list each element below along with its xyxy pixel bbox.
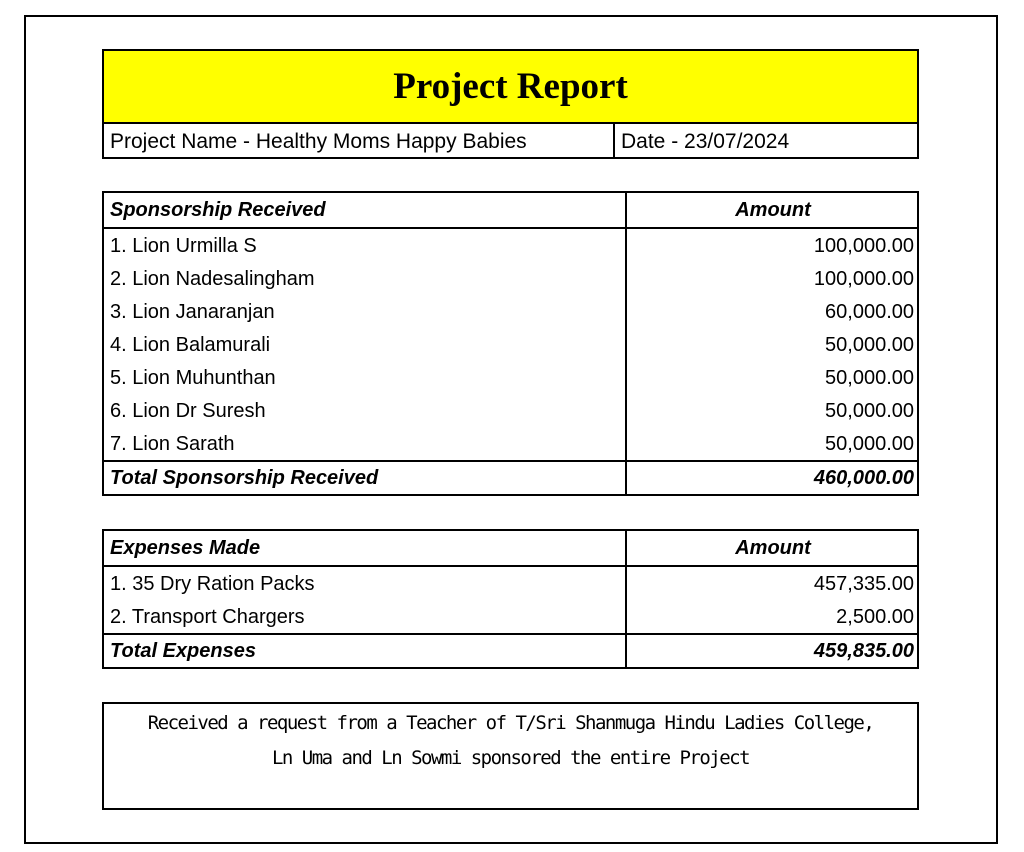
expense-name: 2. Transport Chargers xyxy=(103,600,626,634)
table-row xyxy=(103,394,918,427)
sponsor-name: 1. Lion Urmilla S xyxy=(103,228,626,262)
sponsor-amount: 100,000.00 xyxy=(626,228,918,262)
expense-amount: 457,335.00 xyxy=(626,566,918,600)
expenses-table xyxy=(102,529,919,669)
sponsor-amount: 60,000.00 xyxy=(626,295,918,328)
expenses-header-row xyxy=(103,530,918,566)
sponsor-amount: 100,000.00 xyxy=(626,262,918,295)
sponsor-amount: 50,000.00 xyxy=(626,328,918,361)
table-row xyxy=(103,427,918,461)
expenses-total-row xyxy=(103,634,918,668)
table-row xyxy=(103,361,918,394)
table-row xyxy=(103,295,918,328)
table-row xyxy=(103,228,918,262)
sponsor-name: 2. Lion Nadesalingham xyxy=(103,262,626,295)
sponsor-name: 7. Lion Sarath xyxy=(103,427,626,461)
table-row xyxy=(103,328,918,361)
expenses-total-label: Total Expenses xyxy=(103,634,626,668)
expense-amount: 2,500.00 xyxy=(626,600,918,634)
note-box xyxy=(102,702,919,810)
sponsorship-table xyxy=(102,191,919,496)
expenses-amount-header: Amount xyxy=(626,530,918,566)
expenses-total-amount: 459,835.00 xyxy=(626,634,918,668)
expense-name: 1. 35 Dry Ration Packs xyxy=(103,566,626,600)
project-name: Project Name - Healthy Moms Happy Babies xyxy=(104,124,615,159)
table-row xyxy=(103,262,918,295)
expenses-header: Expenses Made xyxy=(103,530,626,566)
sponsorship-total-row xyxy=(103,461,918,495)
sponsor-name: 4. Lion Balamurali xyxy=(103,328,626,361)
sponsorship-amount-header: Amount xyxy=(626,192,918,228)
sponsorship-total-amount: 460,000.00 xyxy=(626,461,918,495)
sponsorship-header-row xyxy=(103,192,918,228)
note-line-2: Ln Uma and Ln Sowmi sponsored the entire Project xyxy=(271,747,750,769)
sponsor-amount: 50,000.00 xyxy=(626,361,918,394)
sponsor-name: 5. Lion Muhunthan xyxy=(103,361,626,394)
report-meta-row xyxy=(104,124,917,159)
report-header xyxy=(102,49,919,159)
note-line-1: Received a request from a Teacher of T/Sri Shanmuga Hindu Ladies College, xyxy=(147,712,874,734)
sponsorship-header: Sponsorship Received xyxy=(103,192,626,228)
sponsorship-total-label: Total Sponsorship Received xyxy=(103,461,626,495)
sponsor-amount: 50,000.00 xyxy=(626,427,918,461)
report-title: Project Report xyxy=(104,51,917,124)
table-row xyxy=(103,566,918,600)
table-row xyxy=(103,600,918,634)
report-date: Date - 23/07/2024 xyxy=(621,129,790,153)
sponsor-amount: 50,000.00 xyxy=(626,394,918,427)
sponsor-name: 6. Lion Dr Suresh xyxy=(103,394,626,427)
sponsor-name: 3. Lion Janaranjan xyxy=(103,295,626,328)
